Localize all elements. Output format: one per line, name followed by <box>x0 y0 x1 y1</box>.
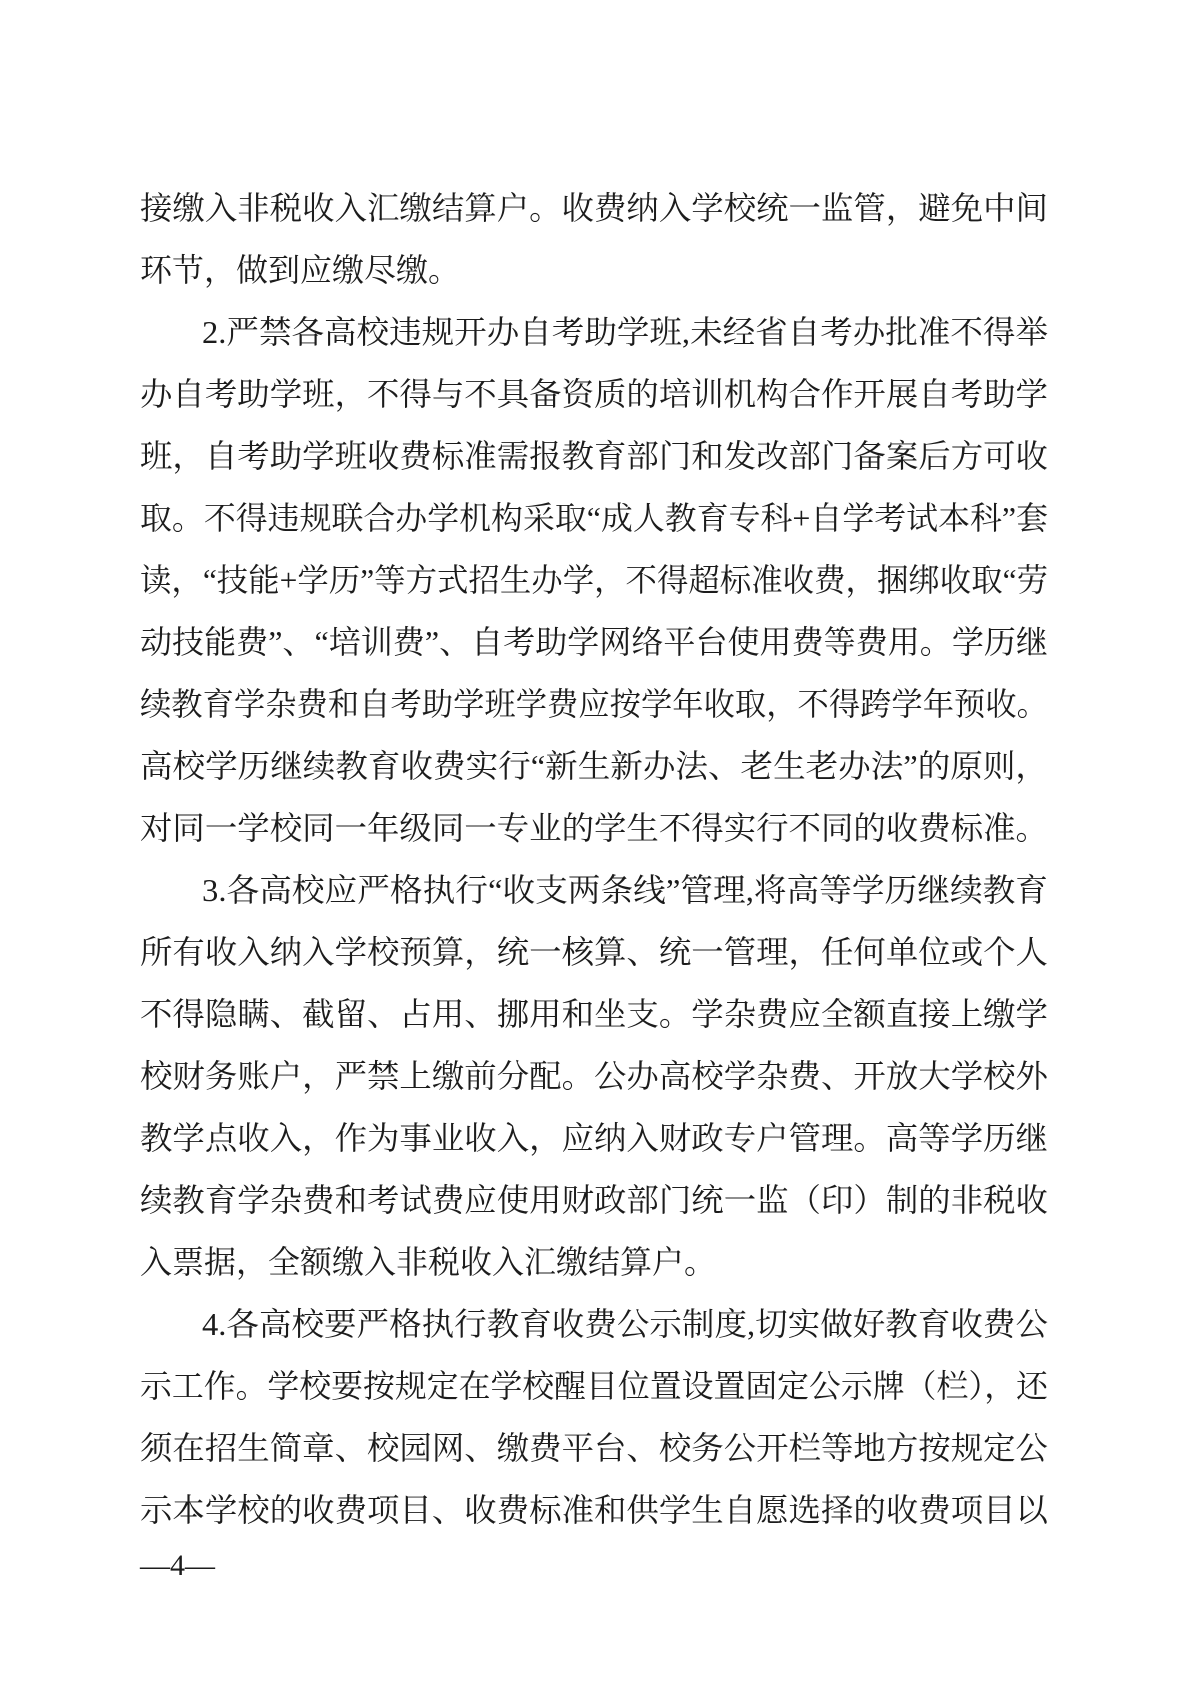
text-line-content: 须在招生简章、校园网、缴费平台、校务公开栏等地方按规定公 <box>140 1430 1048 1466</box>
text-line <box>140 239 1048 301</box>
text-line-content: 3.各高校应严格执行“收支两条线”管理,将高等学历继续教育 <box>202 872 1048 908</box>
text-line <box>140 487 1048 549</box>
text-line-content: 入票据，全额缴入非税收入汇缴结算户。 <box>140 1244 717 1280</box>
text-line <box>140 1169 1048 1231</box>
text-line <box>140 1479 1048 1541</box>
paragraph <box>140 1293 1048 1541</box>
text-line-content: 接缴入非税收入汇缴结算户。收费纳入学校统一监管，避免中间 <box>140 190 1048 226</box>
text-line-content: 校财务账户，严禁上缴前分配。公办高校学杂费、开放大学校外 <box>140 1058 1048 1094</box>
document-body <box>140 177 1048 1541</box>
text-line <box>140 1417 1048 1479</box>
text-line-content: 动技能费”、“培训费”、自考助学网络平台使用费等费用。学历继 <box>140 624 1048 660</box>
paragraph <box>140 177 1048 301</box>
text-line-content: 班，自考助学班收费标准需报教育部门和发改部门备案后方可收 <box>140 438 1048 474</box>
text-line <box>140 1355 1048 1417</box>
text-line <box>140 673 1048 735</box>
text-line <box>140 859 1048 921</box>
text-line-content: 高校学历继续教育收费实行“新生新办法、老生老办法”的原则， <box>140 748 1048 784</box>
paragraph <box>140 859 1048 1293</box>
text-line-content: 示工作。学校要按规定在学校醒目位置设置固定公示牌（栏），还 <box>140 1368 1048 1404</box>
text-line <box>140 611 1048 673</box>
text-line <box>140 921 1048 983</box>
text-line <box>140 301 1048 363</box>
text-line <box>140 735 1048 797</box>
text-line <box>140 425 1048 487</box>
text-line-content: 续教育学杂费和自考助学班学费应按学年收取，不得跨学年预收。 <box>140 686 1048 722</box>
text-line-content: 读，“技能+学历”等方式招生办学，不得超标准收费，捆绑收取“劳 <box>140 562 1048 598</box>
paragraph <box>140 301 1048 859</box>
text-line <box>140 363 1048 425</box>
text-line <box>140 983 1048 1045</box>
text-line <box>140 1231 1048 1293</box>
text-line <box>140 797 1048 859</box>
text-line-content: 对同一学校同一年级同一专业的学生不得实行不同的收费标准。 <box>140 810 1048 846</box>
text-line-content: 示本学校的收费项目、收费标准和供学生自愿选择的收费项目以 <box>140 1492 1048 1528</box>
text-line <box>140 1293 1048 1355</box>
text-line-content: 环节，做到应缴尽缴。 <box>140 252 461 288</box>
text-line-content: 教学点收入，作为事业收入，应纳入财政专户管理。高等学历继 <box>140 1120 1048 1156</box>
text-line-content: 续教育学杂费和考试费应使用财政部门统一监（印）制的非税收 <box>140 1182 1048 1218</box>
text-line-content: 4.各高校要严格执行教育收费公示制度,切实做好教育收费公 <box>202 1306 1048 1342</box>
text-line-content: 取。不得违规联合办学机构采取“成人教育专科+自学考试本科”套 <box>140 500 1048 536</box>
text-line-content: 所有收入纳入学校预算，统一核算、统一管理，任何单位或个人 <box>140 934 1048 970</box>
text-line <box>140 177 1048 239</box>
text-line-content: 2.严禁各高校违规开办自考助学班,未经省自考办批准不得举 <box>202 314 1048 350</box>
text-line <box>140 1045 1048 1107</box>
text-line <box>140 1107 1048 1169</box>
page-number: —4— <box>140 1549 215 1582</box>
text-line-content: 办自考助学班，不得与不具备资质的培训机构合作开展自考助学 <box>140 376 1048 412</box>
text-line-content: 不得隐瞒、截留、占用、挪用和坐支。学杂费应全额直接上缴学 <box>140 996 1048 1032</box>
page-footer <box>140 1546 215 1586</box>
text-line <box>140 549 1048 611</box>
